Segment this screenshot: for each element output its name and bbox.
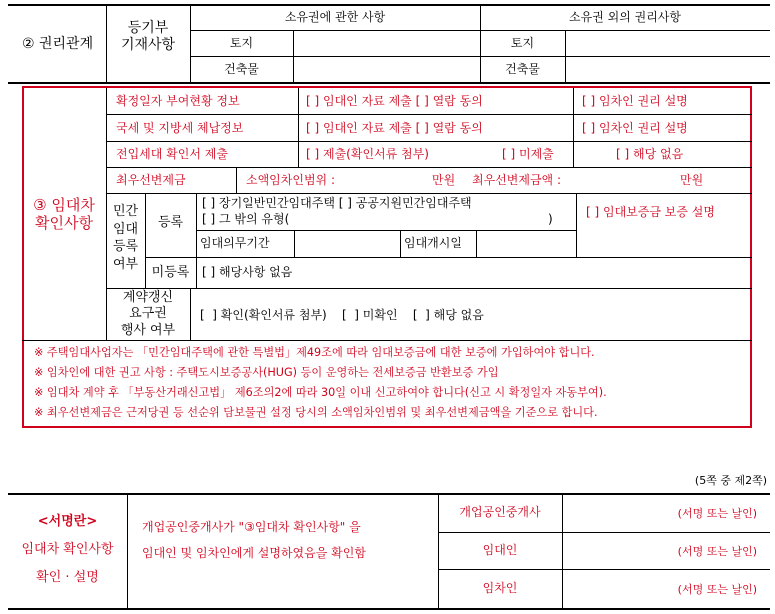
- deposit-guarantee-opt[interactable]: [ ] 임대보증금 보증 설명: [586, 205, 715, 219]
- signature-heading: <서명란>: [37, 514, 98, 529]
- page-number: (5쪽 중 제2쪽): [694, 474, 767, 487]
- section2-title: ② 권리관계: [22, 36, 94, 52]
- rule: [8, 82, 770, 84]
- sign-broker[interactable]: (서명 또는 날인): [677, 507, 757, 520]
- private-rental-label: 민간 임대 등록 여부: [112, 204, 139, 272]
- rule: [293, 30, 294, 82]
- rule: [106, 167, 752, 168]
- rule: [565, 30, 566, 82]
- signature-sub1: 임대차 확인사항: [21, 542, 114, 557]
- row-land-2: 토지: [510, 36, 535, 50]
- rule: [476, 230, 477, 257]
- rule: [196, 230, 576, 231]
- note-2: ※ 임차인에 대한 권고 사항 : 주택도시보증공사(HUG) 등이 운영하는 전세보증금 반환보증 가입: [34, 366, 499, 379]
- rule-top: [8, 4, 770, 6]
- duty-period-label: 임대의무기간: [200, 236, 270, 250]
- tax-opt1[interactable]: [ ] 임대인 자료 제출 [ ] 열람 동의: [306, 121, 483, 135]
- signature-text-1: 개업공인중개사가 "③임대차 확인사항" 을: [142, 520, 361, 534]
- rule: [294, 230, 295, 257]
- role-tenant: 임차인: [482, 581, 518, 595]
- note-3: ※ 임대차 계약 후 「부동산거래신고법」 제6조의2에 따라 30일 이내 신고하여야 합니다(신고 시 확정일자 자동부여).: [34, 386, 607, 399]
- rule: [576, 193, 577, 257]
- rule: [438, 569, 770, 570]
- rule: [573, 88, 574, 167]
- signature-text-2: 임대인 및 임차인에게 설명하였음을 확인함: [142, 546, 366, 560]
- move-in-opt2[interactable]: [ ] 미제출: [502, 147, 554, 161]
- priority-amount-label: 최우선변제금액 :: [472, 173, 562, 187]
- rule: [236, 167, 237, 193]
- fixed-date-label: 확정일자 부여현황 정보: [116, 94, 240, 108]
- registry-label: 등기부 기재사항: [120, 20, 176, 53]
- role-landlord: 임대인: [482, 543, 518, 557]
- registered-label: 등록: [157, 215, 184, 230]
- fixed-date-opt2[interactable]: [ ] 임차인 권리 설명: [582, 94, 688, 108]
- rule: [190, 288, 191, 340]
- row-building-1: 건축물: [224, 62, 259, 76]
- move-in-opt1[interactable]: [ ] 제출(확인서류 첨부): [306, 147, 429, 161]
- tax-opt2[interactable]: [ ] 임차인 권리 설명: [582, 121, 688, 135]
- signature-sub2: 확인 · 설명: [36, 570, 99, 585]
- tax-label: 국세 및 지방세 체납정보: [116, 121, 244, 135]
- rule: [8, 493, 770, 495]
- won-unit-2: 만원: [680, 173, 704, 187]
- fixed-date-opt1[interactable]: [ ] 임대인 자료 제출 [ ] 열람 동의: [306, 94, 483, 108]
- col-ownership: 소유권에 관한 사항: [284, 10, 386, 24]
- unregistered-label: 미등록: [151, 265, 190, 280]
- registered-opt1[interactable]: [ ] 장기일반민간임대주택 [ ] 공공지원민간임대주택: [202, 196, 472, 210]
- rule: [196, 193, 197, 288]
- move-in-opt3[interactable]: [ ] 해당 없음: [616, 147, 684, 161]
- move-in-label: 전입세대 확인서 제출: [116, 147, 228, 161]
- registered-opt2[interactable]: [ ] 그 밖의 유형(: [202, 212, 290, 226]
- col-other: 소유권 외의 권리사항: [569, 10, 681, 24]
- rule: [127, 493, 128, 608]
- note-1: ※ 주택임대사업자는 「민간임대주택에 관한 특별법」제49조에 따라 임대보증금에 대한 보증에 가입하여야 합니다.: [34, 346, 595, 359]
- rule: [22, 340, 752, 341]
- rule: [106, 288, 752, 289]
- rule: [106, 141, 752, 142]
- rule: [106, 193, 752, 194]
- role-broker: 개업공인중개사: [459, 505, 541, 519]
- renewal-label: 계약갱신 요구권 행사 여부: [120, 290, 176, 338]
- row-building-2: 건축물: [505, 62, 540, 76]
- rule: [8, 608, 770, 610]
- section3-title: ③ 임대차 확인사항: [33, 196, 95, 232]
- rule: [145, 257, 752, 258]
- rule: [438, 532, 770, 533]
- won-unit-1: 만원: [432, 173, 456, 187]
- rule: [562, 493, 563, 608]
- note-4: ※ 최우선변제금은 근저당권 등 선순위 담보물권 설정 당시의 소액임차인범위 및 최우선변제금액을 기준으로 합니다.: [34, 406, 598, 419]
- rule: [400, 230, 401, 257]
- start-date-label: 임대개시일: [404, 236, 462, 250]
- sign-landlord[interactable]: (서명 또는 날인): [677, 545, 757, 558]
- small-deposit-label: 소액임차인범위 :: [246, 173, 336, 187]
- sign-tenant[interactable]: (서명 또는 날인): [677, 583, 757, 596]
- rule: [106, 114, 752, 115]
- row-land-1: 토지: [229, 36, 254, 50]
- unregistered-opt[interactable]: [ ] 해당사항 없음: [202, 265, 293, 279]
- priority-label: 최우선변제금: [116, 173, 186, 187]
- renewal-opts[interactable]: [ ] 확인(확인서류 첨부) [ ] 미확인 [ ] 해당 없음: [200, 308, 484, 322]
- registered-opt2-close: ): [548, 212, 553, 226]
- rule: [298, 88, 299, 167]
